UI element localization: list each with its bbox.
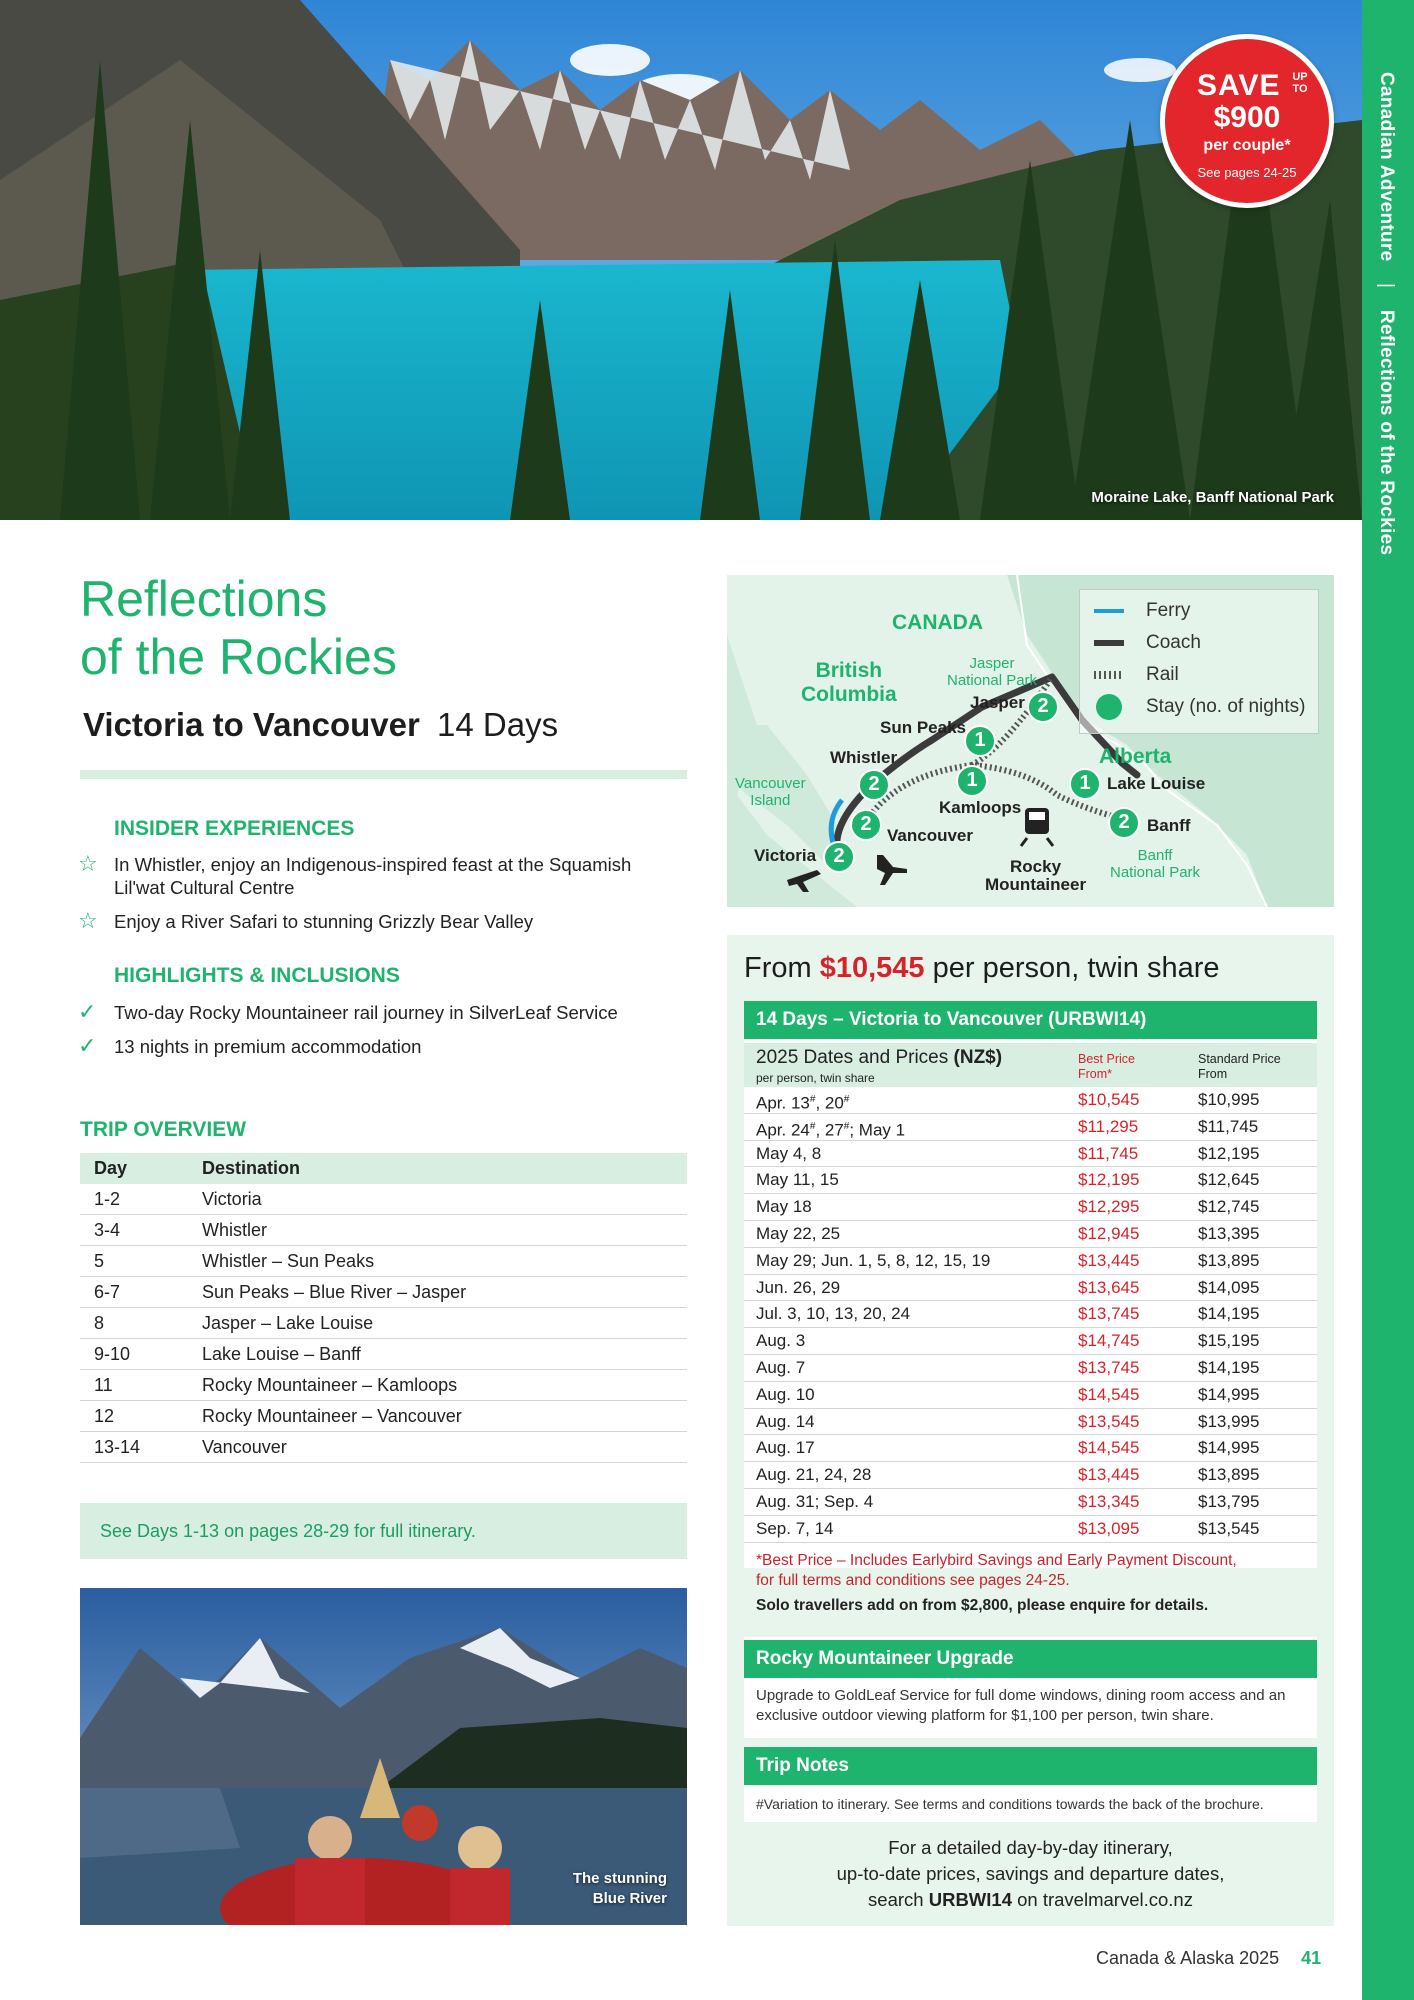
title-line-2: of the Rockies (80, 629, 397, 685)
save-badge (1160, 34, 1334, 208)
standard-price-cell: $12,195 (1198, 1143, 1260, 1163)
dates-cell: May 29; Jun. 1, 5, 8, 12, 15, 19 (756, 1250, 991, 1270)
table-row (80, 1370, 687, 1401)
table-row (744, 1382, 1317, 1409)
dates-cell: Aug. 3 (756, 1331, 806, 1351)
table-row (80, 1184, 687, 1215)
best-price-header: Best Price From* (1078, 1052, 1135, 1081)
price-table-subtitle: per person, twin share (756, 1071, 875, 1085)
stay-pin-whistler: 2 (858, 769, 890, 801)
rail-line-icon (1094, 661, 1124, 689)
dates-cell: Aug. 21, 24, 28 (756, 1465, 872, 1485)
day-cell: 9-10 (94, 1343, 131, 1364)
dates-cell: Apr. 13#, 20# (756, 1093, 850, 1113)
legend-ferry: Ferry (1094, 597, 1190, 625)
see-days-note: See Days 1-13 on pages 28-29 for full itinerary. (80, 1503, 687, 1559)
coach-line-icon (1094, 629, 1124, 657)
destination-cell: Victoria (202, 1188, 262, 1209)
tour-subtitle (83, 706, 558, 744)
map-label-lake-louise: Lake Louise (1107, 774, 1206, 793)
trip-notes-heading: Trip Notes (744, 1747, 1317, 1785)
trip-notes-text: #Variation to itinerary. See terms and conditions towards the back of the brochure. (756, 1796, 1264, 1812)
best-price-footnote: *Best Price – Includes Earlybird Savings and Early Payment Discount, for full terms and conditions see pages 24-25. (756, 1552, 1237, 1589)
stay-pin-jasper: 2 (1027, 691, 1059, 723)
dates-cell: May 4, 8 (756, 1143, 822, 1163)
save-up-to: UP TO (1292, 71, 1308, 95)
day-cell: 3-4 (94, 1219, 121, 1240)
standard-price-cell: $13,795 (1198, 1491, 1260, 1511)
tour-route: Victoria to Vancouver (83, 706, 420, 743)
legend-stay: Stay (no. of nights) (1094, 693, 1305, 721)
highlights-list (78, 1001, 678, 1069)
insider-list (78, 853, 678, 944)
highlights-heading: HIGHLIGHTS & INCLUSIONS (114, 964, 400, 987)
title-line-1: Reflections (80, 571, 328, 627)
stay-pin-sun-peaks: 1 (964, 725, 996, 757)
save-see-pages: See pages 24-25 (1197, 165, 1297, 180)
map-region-bc: British Columbia (801, 659, 897, 706)
table-row (744, 1328, 1317, 1355)
hero-photo (0, 0, 1362, 520)
col-destination-header: Destination (202, 1158, 301, 1178)
stay-pin-banff: 2 (1108, 807, 1140, 839)
destination-cell: Jasper – Lake Louise (202, 1312, 374, 1333)
ferry-line-icon (1094, 597, 1124, 625)
checkmark-icon: ✓ (78, 999, 97, 1024)
map-label-kamloops: Kamloops (939, 798, 1022, 817)
table-row (80, 1432, 687, 1463)
list-item: ☆ Enjoy a River Safari to stunning Grizzly Bear Valley (78, 908, 534, 933)
standard-price-cell: $14,995 (1198, 1438, 1260, 1458)
hero-caption: Moraine Lake, Banff National Park (1091, 489, 1334, 506)
map-legend (1079, 589, 1319, 734)
day-cell: 6-7 (94, 1281, 121, 1302)
dates-cell: Jul. 3, 10, 13, 20, 24 (756, 1304, 911, 1324)
standard-price-cell: $14,995 (1198, 1384, 1260, 1404)
destination-cell: Rocky Mountaineer – Vancouver (202, 1405, 462, 1426)
table-row (80, 1246, 687, 1277)
table-row (744, 1167, 1317, 1194)
blue-river-caption: The stunning Blue River (572, 1870, 667, 1907)
map-label-vancouver: Vancouver (887, 826, 973, 845)
standard-price-cell: $13,895 (1198, 1250, 1260, 1270)
trip-overview-heading: TRIP OVERVIEW (80, 1118, 247, 1141)
brochure-name: Canada & Alaska 2025 (1096, 1948, 1280, 1968)
map-region-vancouver-island: Vancouver Island (735, 775, 806, 809)
map-label-sun-peaks: Sun Peaks (880, 718, 966, 737)
map-label-jasper: Jasper (970, 693, 1025, 712)
map-region-banff-np: Banff National Park (1110, 847, 1201, 881)
map-label-banff: Banff (1147, 816, 1191, 835)
table-header-row (80, 1153, 687, 1184)
dates-cell: May 18 (756, 1197, 812, 1217)
list-item: ☆ In Whistler, enjoy an Indigenous-inspired feast at the Squamish Lil'wat Cultural Centre (78, 851, 632, 898)
table-row (80, 1277, 687, 1308)
table-row (744, 1221, 1317, 1248)
dates-cell: Apr. 24#, 27#; May 1 (756, 1120, 906, 1140)
price-rows (744, 1087, 1317, 1543)
standard-price-cell: $12,745 (1198, 1197, 1260, 1217)
best-price-cell: $10,545 (1078, 1090, 1140, 1109)
upgrade-heading: Rocky Mountaineer Upgrade (744, 1640, 1317, 1678)
map-label-victoria: Victoria (754, 846, 817, 865)
standard-price-cell: $15,195 (1198, 1331, 1260, 1351)
dates-cell: Aug. 31; Sep. 4 (756, 1491, 874, 1511)
checkmark-icon: ✓ (78, 1033, 97, 1058)
dates-cell: Aug. 17 (756, 1438, 815, 1458)
standard-price-cell: $13,895 (1198, 1465, 1260, 1485)
table-row (744, 1275, 1317, 1302)
day-cell: 5 (94, 1250, 105, 1271)
side-tour-label: Reflections of the Rockies (1376, 309, 1397, 556)
best-price-cell: $12,295 (1078, 1197, 1140, 1217)
dates-cell: May 22, 25 (756, 1223, 841, 1243)
title-divider (80, 770, 687, 779)
best-price-cell: $14,745 (1078, 1331, 1140, 1351)
best-price-cell: $11,295 (1078, 1116, 1139, 1136)
best-price-cell: $13,345 (1078, 1491, 1140, 1511)
route-map (727, 575, 1334, 907)
dates-cell: Jun. 26, 29 (756, 1277, 841, 1297)
table-row (744, 1462, 1317, 1489)
dates-cell: Aug. 7 (756, 1357, 806, 1377)
from-price: $10,545 (819, 952, 925, 984)
day-cell: 1-2 (94, 1188, 121, 1209)
table-row (744, 1435, 1317, 1462)
day-cell: 12 (94, 1405, 115, 1426)
standard-price-cell: $14,095 (1198, 1277, 1260, 1297)
col-day-header: Day (94, 1158, 128, 1178)
price-table-header (744, 1043, 1317, 1087)
map-region-alberta: Alberta (1099, 745, 1172, 768)
standard-price-header: Standard Price From (1198, 1052, 1281, 1081)
standard-price-cell: $13,995 (1198, 1411, 1260, 1431)
table-row (80, 1215, 687, 1246)
map-label-rocky-mountaineer: Rocky Mountaineer (985, 857, 1087, 894)
solo-traveller-note: Solo travellers add on from $2,800, please enquire for details. (756, 1597, 1209, 1614)
side-band-text (1375, 72, 1397, 555)
insider-heading: INSIDER EXPERIENCES (114, 817, 355, 840)
star-icon: ☆ (78, 851, 98, 876)
destination-cell: Whistler – Sun Peaks (202, 1250, 375, 1271)
table-row (80, 1308, 687, 1339)
legend-rail: Rail (1094, 661, 1179, 689)
map-region-jasper-np: Jasper National Park (947, 655, 1038, 689)
standard-price-cell: $10,995 (1198, 1090, 1260, 1109)
legend-coach: Coach (1094, 629, 1201, 657)
dates-cell: Aug. 10 (756, 1384, 815, 1404)
standard-price-cell: $12,645 (1198, 1170, 1260, 1190)
page-number: 41 (1301, 1948, 1322, 1968)
map-label-whistler: Whistler (830, 748, 898, 767)
star-icon: ☆ (78, 908, 98, 933)
best-price-cell: $13,745 (1078, 1304, 1140, 1324)
tour-code-bar: 14 Days – Victoria to Vancouver (URBWI14) (744, 1001, 1317, 1039)
table-row (744, 1489, 1317, 1516)
table-row (744, 1301, 1317, 1328)
table-row (744, 1355, 1317, 1382)
table-row (80, 1401, 687, 1432)
standard-price-cell: $13,545 (1198, 1518, 1260, 1538)
save-amount: $900 (1213, 101, 1281, 134)
table-row (744, 1194, 1317, 1221)
standard-price-cell: $13,395 (1198, 1223, 1260, 1243)
closing-cta: For a detailed day-by-day itinerary, up-to-date prices, savings and departure dates, search URBWI14 on travelmarvel.co.nz (836, 1837, 1225, 1910)
stay-pin-lake-louise: 1 (1069, 768, 1101, 800)
standard-price-cell: $14,195 (1198, 1357, 1260, 1377)
price-headline: From $10,545 per person, twin share (744, 952, 1220, 984)
tour-duration: 14 Days (437, 706, 559, 743)
best-price-cell: $13,445 (1078, 1465, 1140, 1485)
table-row (744, 1114, 1317, 1141)
stay-pin-kamloops: 1 (956, 765, 988, 797)
upgrade-text: Upgrade to GoldLeaf Service for full dome windows, dining room access and an exclusive outdoor viewing platform for $1,100 per person, twin share. (756, 1687, 1286, 1724)
dates-cell: May 11, 15 (756, 1170, 839, 1190)
moraine-lake-image (0, 0, 1362, 520)
trip-overview-table (80, 1153, 687, 1463)
price-table-title: 2025 Dates and Prices (NZ$) (756, 1047, 1003, 1068)
best-price-cell: $14,545 (1078, 1438, 1140, 1458)
day-cell: 11 (94, 1374, 113, 1395)
best-price-cell: $13,445 (1078, 1250, 1140, 1270)
best-price-cell: $11,745 (1078, 1143, 1139, 1163)
best-price-cell: $14,545 (1078, 1384, 1140, 1404)
table-row (744, 1409, 1317, 1436)
destination-cell: Vancouver (202, 1436, 287, 1457)
table-row (744, 1248, 1317, 1275)
page-footer (1096, 1948, 1321, 1969)
page-title (80, 570, 640, 686)
best-price-cell: $12,945 (1078, 1223, 1140, 1243)
table-row (744, 1087, 1317, 1114)
best-price-cell: $13,095 (1078, 1518, 1140, 1538)
blue-river-photo (80, 1588, 687, 1925)
day-cell: 13-14 (94, 1436, 141, 1457)
stay-pin-vancouver: 2 (850, 809, 882, 841)
dates-cell: Sep. 7, 14 (756, 1518, 834, 1538)
table-row (744, 1516, 1317, 1543)
best-price-cell: $13,745 (1078, 1357, 1140, 1377)
price-panel (727, 935, 1334, 1926)
table-row (80, 1339, 687, 1370)
stay-pin-victoria: 2 (823, 841, 855, 873)
save-per-couple: per couple* (1203, 137, 1291, 154)
best-price-cell: $13,545 (1078, 1411, 1140, 1431)
tour-code: URBWI14 (928, 1889, 1012, 1910)
side-separator: | (1376, 283, 1397, 289)
map-country-label: CANADA (892, 611, 983, 634)
destination-cell: Sun Peaks – Blue River – Jasper (202, 1281, 467, 1302)
standard-price-cell: $14,195 (1198, 1304, 1260, 1324)
day-cell: 8 (94, 1312, 105, 1333)
list-item: ✓ Two-day Rocky Mountaineer rail journey in SilverLeaf Service (78, 999, 618, 1024)
side-section-label: Canadian Adventure (1376, 72, 1397, 262)
stay-dot-icon (1094, 693, 1124, 721)
standard-price-cell: $11,745 (1198, 1116, 1259, 1136)
table-row (744, 1141, 1317, 1168)
best-price-cell: $13,645 (1078, 1277, 1140, 1297)
dates-cell: Aug. 14 (756, 1411, 815, 1431)
destination-cell: Rocky Mountaineer – Kamloops (202, 1374, 458, 1395)
best-price-cell: $12,195 (1078, 1170, 1140, 1190)
destination-cell: Lake Louise – Banff (202, 1343, 361, 1364)
list-item: ✓ 13 nights in premium accommodation (78, 1033, 422, 1058)
save-word: SAVE (1197, 69, 1281, 102)
destination-cell: Whistler (202, 1219, 268, 1240)
